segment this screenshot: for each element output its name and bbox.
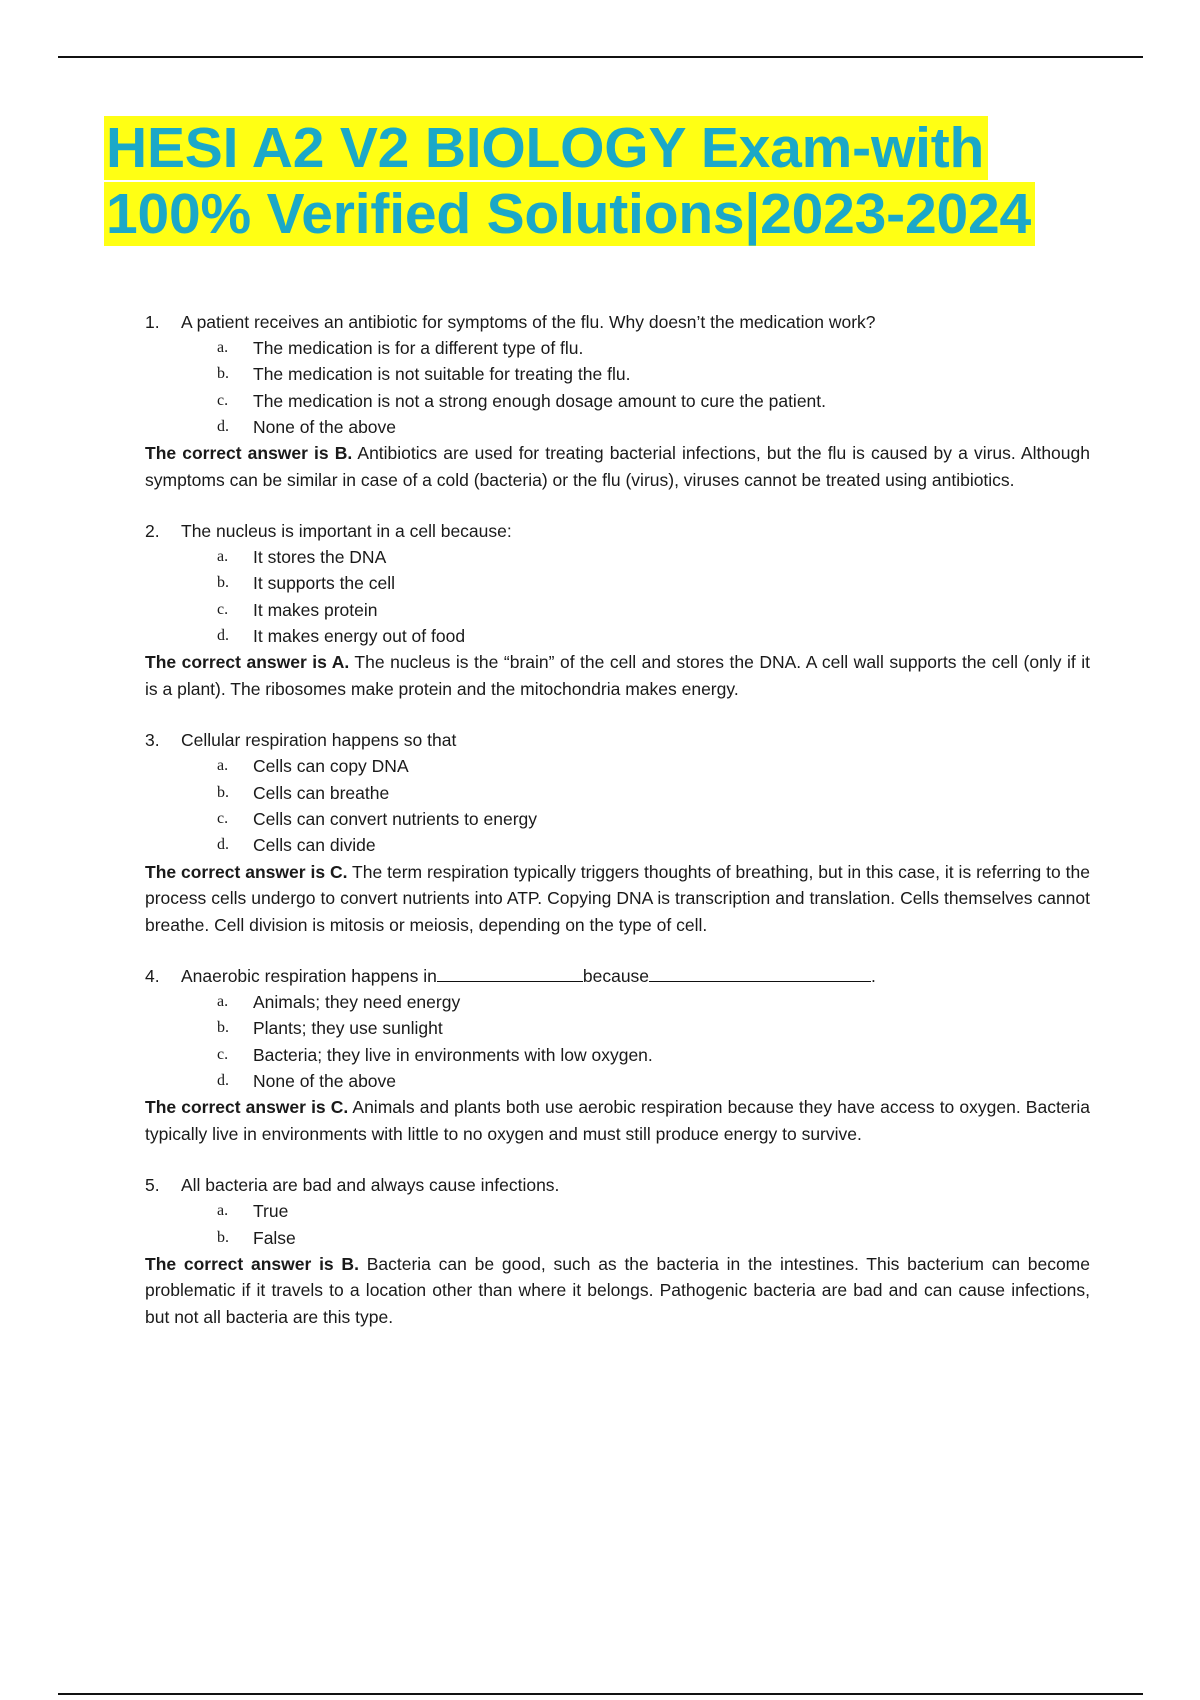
option-d bbox=[145, 414, 1090, 440]
option-text: It makes protein bbox=[253, 599, 378, 620]
question-stem bbox=[145, 1172, 1090, 1198]
option-d bbox=[145, 832, 1090, 858]
option-letter: a. bbox=[217, 548, 229, 566]
answer-explanation bbox=[145, 1251, 1090, 1331]
option-letter: c. bbox=[217, 809, 229, 827]
answer-explanation bbox=[145, 859, 1090, 939]
option-c bbox=[145, 1042, 1090, 1068]
fill-in-blank-1 bbox=[437, 965, 583, 982]
answer-lead: The correct answer is B. bbox=[145, 443, 353, 464]
header-rule bbox=[58, 56, 1143, 58]
question-number: 4. bbox=[145, 966, 160, 987]
question-text-part-3: . bbox=[871, 966, 876, 987]
option-letter: a. bbox=[217, 757, 229, 775]
document-title bbox=[104, 116, 1104, 248]
option-b bbox=[145, 570, 1090, 596]
option-list bbox=[145, 1198, 1090, 1251]
option-b bbox=[145, 361, 1090, 387]
question-stem bbox=[145, 727, 1090, 753]
answer-text: Bacteria can be good, such as the bacteria in the intestines. This bacterium can become problematic if it travels to a location other than where it belongs. Pathogenic bacteria are bad and can cause infections, but not all bacteria are this type. bbox=[145, 1253, 1090, 1327]
option-b bbox=[145, 780, 1090, 806]
option-a bbox=[145, 753, 1090, 779]
answer-lead: The correct answer is B. bbox=[145, 1253, 359, 1274]
question-text: A patient receives an antibiotic for symptoms of the flu. Why doesn’t the medication work? bbox=[181, 312, 876, 332]
option-text: Cells can convert nutrients to energy bbox=[253, 808, 538, 829]
option-letter: b. bbox=[217, 574, 229, 592]
option-text: It makes energy out of food bbox=[253, 626, 466, 647]
option-list bbox=[145, 989, 1090, 1094]
option-d bbox=[145, 623, 1090, 649]
question-stem bbox=[145, 963, 1090, 989]
answer-lead: The correct answer is C. bbox=[145, 1097, 349, 1118]
questions-section bbox=[145, 309, 1090, 1355]
option-text: False bbox=[253, 1227, 296, 1248]
option-a bbox=[145, 335, 1090, 361]
option-letter: a. bbox=[217, 993, 229, 1011]
option-letter: d. bbox=[217, 417, 229, 435]
answer-text: Animals and plants both use aerobic respiration because they have access to oxygen. Bacteria typically live in environments with little to no oxygen and must still produce energy to survive. bbox=[145, 1097, 1090, 1144]
option-list bbox=[145, 335, 1090, 440]
option-letter: d. bbox=[217, 836, 229, 854]
question-3 bbox=[145, 727, 1090, 938]
question-number: 5. bbox=[145, 1175, 160, 1196]
option-text: Bacteria; they live in environments with low oxygen. bbox=[253, 1044, 653, 1065]
option-text: The medication is not a strong enough dosage amount to cure the patient. bbox=[253, 390, 827, 411]
option-b bbox=[145, 1015, 1090, 1041]
question-number: 1. bbox=[145, 312, 160, 332]
option-text: Cells can divide bbox=[253, 835, 376, 856]
title-line-1: HESI A2 V2 BIOLOGY Exam-with bbox=[104, 116, 988, 180]
option-text: Cells can breathe bbox=[253, 782, 390, 803]
option-text: True bbox=[253, 1201, 289, 1222]
answer-text: Antibiotics are used for treating bacterial infections, but the flu is caused by a virus. Although symptoms can be similar in case of a cold (bacteria) or the flu (virus), viruses cannot be treated using antibiotics. bbox=[145, 443, 1090, 490]
question-stem bbox=[145, 309, 1090, 335]
question-stem bbox=[145, 518, 1090, 544]
question-text: Cellular respiration happens so that bbox=[181, 730, 457, 751]
footer-rule bbox=[58, 1693, 1143, 1695]
question-text-part-2: because bbox=[582, 966, 650, 987]
option-text: It supports the cell bbox=[253, 573, 396, 594]
option-b bbox=[145, 1225, 1090, 1251]
option-c bbox=[145, 388, 1090, 414]
title-line-2: 100% Verified Solutions|2023-2024 bbox=[104, 182, 1035, 246]
option-letter: c. bbox=[217, 1045, 229, 1063]
option-c bbox=[145, 597, 1090, 623]
option-letter: d. bbox=[217, 1071, 229, 1089]
answer-explanation bbox=[145, 649, 1090, 702]
option-letter: b. bbox=[217, 1019, 229, 1037]
option-list bbox=[145, 544, 1090, 649]
option-text: Animals; they need energy bbox=[253, 992, 461, 1013]
question-text bbox=[181, 963, 1090, 989]
option-letter: c. bbox=[217, 391, 229, 409]
option-a bbox=[145, 989, 1090, 1015]
answer-explanation bbox=[145, 440, 1090, 493]
option-text: It stores the DNA bbox=[253, 547, 387, 568]
option-text: The medication is for a different type of flu. bbox=[253, 338, 584, 358]
question-text: The nucleus is important in a cell because: bbox=[181, 521, 512, 542]
option-a bbox=[145, 544, 1090, 570]
option-d bbox=[145, 1068, 1090, 1094]
question-1 bbox=[145, 309, 1090, 493]
option-text: None of the above bbox=[253, 416, 397, 437]
question-text-part-1: Anaerobic respiration happens in bbox=[181, 966, 437, 987]
answer-lead: The correct answer is C. bbox=[145, 861, 348, 882]
option-c bbox=[145, 806, 1090, 832]
fill-in-blank-2 bbox=[649, 965, 871, 982]
option-letter: a. bbox=[217, 339, 229, 356]
answer-lead: The correct answer is A. bbox=[145, 652, 350, 673]
option-text: Plants; they use sunlight bbox=[253, 1018, 443, 1039]
question-number: 3. bbox=[145, 730, 160, 751]
option-letter: b. bbox=[217, 365, 229, 383]
option-list bbox=[145, 753, 1090, 858]
question-5 bbox=[145, 1172, 1090, 1330]
option-letter: b. bbox=[217, 1228, 229, 1246]
option-text: The medication is not suitable for treating the flu. bbox=[253, 364, 631, 385]
question-number: 2. bbox=[145, 521, 160, 542]
option-letter: b. bbox=[217, 783, 229, 801]
option-text: Cells can copy DNA bbox=[253, 756, 409, 777]
option-letter: d. bbox=[217, 627, 229, 645]
option-text: None of the above bbox=[253, 1070, 397, 1091]
question-2 bbox=[145, 518, 1090, 702]
question-text: All bacteria are bad and always cause infections. bbox=[181, 1175, 560, 1196]
answer-text: The term respiration typically triggers thoughts of breathing, but in this case, it is referring to the process cells undergo to convert nutrients into ATP. Copying DNA is transcription and translation. Cells themselves cannot breathe. Cell division is mitosis or meiosis, depending on the type of cell. bbox=[145, 861, 1090, 935]
question-4 bbox=[145, 963, 1090, 1147]
option-a bbox=[145, 1198, 1090, 1224]
option-letter: a. bbox=[217, 1202, 229, 1220]
option-letter: c. bbox=[217, 600, 229, 618]
answer-text: The nucleus is the “brain” of the cell and stores the DNA. A cell wall supports the cell (only if it is a plant). The ribosomes make protein and the mitochondria makes energy. bbox=[145, 652, 1091, 699]
answer-explanation bbox=[145, 1094, 1090, 1147]
